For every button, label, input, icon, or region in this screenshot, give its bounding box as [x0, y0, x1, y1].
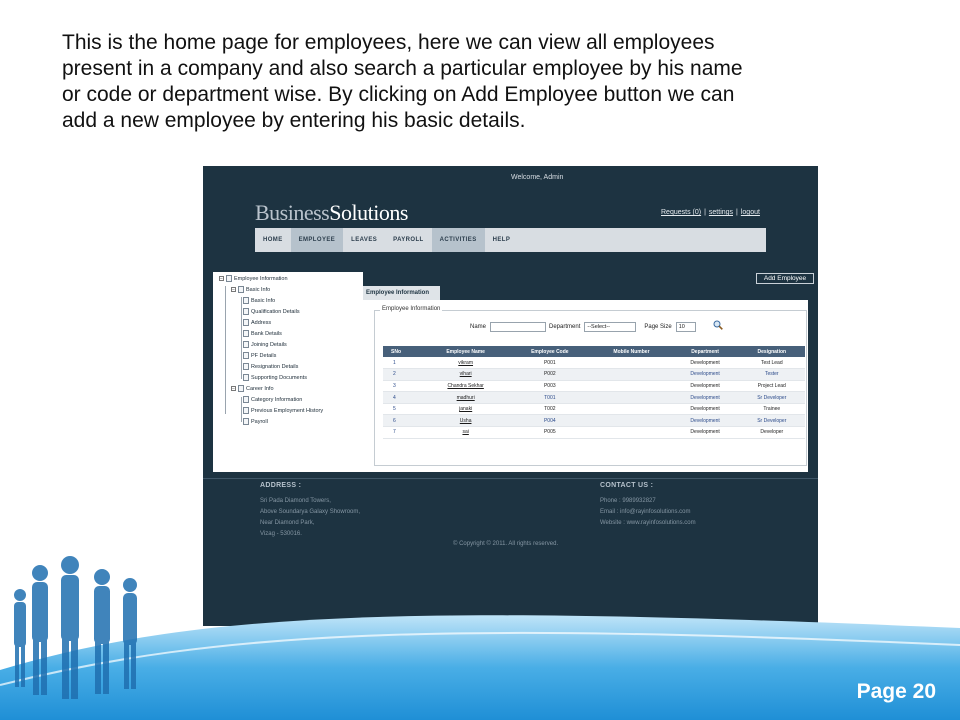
employee-table	[383, 346, 805, 439]
tree-item[interactable]	[243, 308, 300, 315]
caption-line: present in a company and also search a particular employee by his name	[62, 57, 743, 80]
employee-name-link[interactable]: Usha	[423, 415, 508, 427]
collapse-icon[interactable]: −	[232, 287, 235, 293]
cell-mobile	[591, 403, 671, 415]
main-nav	[255, 228, 766, 252]
table-row[interactable]	[383, 403, 805, 415]
cell-sno: 7	[383, 427, 423, 439]
tree-item[interactable]	[243, 330, 282, 337]
cell-designation: Sr Developer	[739, 415, 805, 427]
tree-item[interactable]	[243, 418, 268, 425]
tree-label: Bank Details	[251, 330, 282, 337]
caption-line: This is the home page for employees, here we can view all employees	[62, 31, 715, 54]
tree-item[interactable]	[243, 396, 302, 403]
contact-website: Website : www.rayinfosolutions.com	[600, 520, 696, 526]
nav-payroll[interactable]: PAYROLL	[393, 237, 424, 243]
tree-label: Category Information	[251, 396, 303, 403]
department-select[interactable]: --Select--	[584, 322, 636, 332]
col-header[interactable]: SNo	[383, 346, 423, 357]
table-header-row	[383, 346, 805, 357]
copyright: © Copyright © 2011. All rights reserved.	[453, 541, 559, 547]
tree-item[interactable]	[243, 341, 287, 348]
address-title: ADDRESS :	[260, 482, 302, 489]
document-icon	[243, 341, 249, 348]
col-header[interactable]: Employee Code	[508, 346, 591, 357]
tree-label: Qualification Details	[251, 308, 300, 315]
tree-label: PF Details	[251, 352, 277, 359]
document-icon	[243, 407, 249, 414]
add-employee-button[interactable]: Add Employee	[756, 273, 814, 284]
document-icon	[243, 396, 249, 403]
tree-label: Employee Information	[234, 275, 288, 282]
name-input[interactable]	[490, 322, 546, 332]
contact-email: Email : info@rayinfosolutions.com	[600, 509, 691, 515]
tree-item[interactable]	[243, 297, 275, 304]
table-row[interactable]	[383, 415, 805, 427]
table-row[interactable]	[383, 427, 805, 439]
document-icon	[243, 363, 249, 370]
cell-designation: Developer	[739, 427, 805, 439]
cell-code: P005	[508, 427, 591, 439]
tab-employee-information[interactable]: Employee Information	[363, 286, 440, 300]
employee-name-link[interactable]: vihari	[423, 369, 508, 381]
nav-employee[interactable]: EMPLOYEE	[291, 228, 344, 252]
col-header[interactable]: Employee Name	[423, 346, 508, 357]
employee-name-link[interactable]: vikram	[423, 357, 508, 369]
document-icon	[243, 352, 249, 359]
cell-department: Development	[672, 357, 739, 369]
employee-name-link[interactable]: madhuri	[423, 392, 508, 404]
folder-icon	[238, 385, 244, 392]
table-row[interactable]	[383, 392, 805, 404]
tree-label: Previous Employment History	[251, 407, 324, 414]
cell-mobile	[591, 415, 671, 427]
caption-line: add a new employee by entering his basic details.	[62, 109, 526, 132]
document-icon	[243, 297, 249, 304]
link-separator: |	[704, 209, 706, 216]
department-label: Department	[549, 324, 581, 330]
link-separator: |	[736, 209, 738, 216]
cell-mobile	[591, 427, 671, 439]
cell-code: P002	[508, 369, 591, 381]
tree-item[interactable]	[243, 352, 276, 359]
col-header[interactable]: Designation	[739, 346, 805, 357]
tree-career-info[interactable]	[231, 385, 274, 392]
business-people-illustration	[10, 555, 200, 720]
footer-divider	[203, 478, 818, 479]
tree-item[interactable]	[243, 374, 307, 381]
tree-item[interactable]	[243, 363, 298, 370]
document-icon	[243, 330, 249, 337]
cell-code: P003	[508, 380, 591, 392]
page-size-select[interactable]: 10	[676, 322, 696, 332]
cell-code: T002	[508, 403, 591, 415]
nav-help[interactable]: HELP	[492, 237, 511, 243]
employee-name-link[interactable]: janaki	[423, 403, 508, 415]
tree-label: Resignation Details	[251, 363, 299, 370]
cell-designation: Test Lead	[739, 357, 805, 369]
tree-root[interactable]	[219, 275, 288, 282]
settings-link[interactable]: settings	[708, 209, 734, 216]
address-line: Above Soundarya Galaxy Showroom,	[260, 509, 361, 515]
cell-sno: 5	[383, 403, 423, 415]
table-row[interactable]	[383, 380, 805, 392]
cell-sno: 2	[383, 369, 423, 381]
tree-item[interactable]	[243, 407, 323, 414]
collapse-icon[interactable]: −	[220, 276, 223, 282]
employee-name-link[interactable]: sai	[423, 427, 508, 439]
tree-basic-info[interactable]	[231, 286, 270, 293]
cell-designation: Sr Developer	[739, 392, 805, 404]
nav-leaves[interactable]: LEAVES	[351, 237, 378, 243]
col-header[interactable]: Mobile Number	[591, 346, 671, 357]
requests-link[interactable]: Requests (0)	[661, 209, 702, 216]
tree-label: Career Info	[246, 385, 274, 392]
cell-mobile	[591, 357, 671, 369]
cell-mobile	[591, 380, 671, 392]
page-size-label: Page Size	[644, 324, 672, 330]
cell-sno: 3	[383, 380, 423, 392]
cell-code: T001	[508, 392, 591, 404]
tree-label: Supporting Documents	[251, 374, 307, 381]
cell-mobile	[591, 369, 671, 381]
contact-phone: Phone : 9989932827	[600, 498, 656, 504]
app-screenshot	[203, 166, 818, 626]
cell-sno: 6	[383, 415, 423, 427]
cell-department: Development	[672, 427, 739, 439]
cell-department: Development	[672, 392, 739, 404]
address-line: Near Diamond Park,	[260, 520, 315, 526]
folder-icon	[238, 286, 244, 293]
welcome-text: Welcome, Admin	[511, 174, 564, 181]
document-icon	[243, 418, 249, 425]
table-row[interactable]	[383, 357, 805, 369]
slide-caption	[62, 30, 892, 134]
employee-name-link[interactable]: Chandra Sekhar	[423, 380, 508, 392]
tree-label: Joining Details	[251, 341, 287, 348]
col-header[interactable]: Department	[672, 346, 739, 357]
name-label: Name	[470, 324, 487, 330]
brand-part-b: Solutions	[329, 200, 408, 225]
document-icon	[226, 275, 232, 282]
cell-sno: 1	[383, 357, 423, 369]
document-icon	[243, 319, 249, 326]
page-number: Page 20	[856, 680, 936, 703]
tree-item[interactable]	[243, 319, 271, 326]
tree-label: Basic Info	[251, 297, 276, 304]
cell-code: P004	[508, 415, 591, 427]
brand-logo	[255, 200, 408, 226]
caption-line: or code or department wise. By clicking on Add Employee button we can	[62, 83, 735, 106]
cell-department: Development	[672, 403, 739, 415]
contact-title: CONTACT US :	[600, 482, 654, 489]
document-icon	[243, 308, 249, 315]
cell-designation: Project Lead	[739, 380, 805, 392]
tree-label: Payroll	[251, 418, 268, 425]
cell-mobile	[591, 392, 671, 404]
cell-department: Development	[672, 415, 739, 427]
main-panel	[213, 272, 808, 472]
nav-activities[interactable]: ACTIVITIES	[432, 228, 485, 252]
tree-label: Basic Info	[246, 286, 271, 293]
tree-label: Address	[251, 319, 272, 326]
document-icon	[243, 374, 249, 381]
nav-home[interactable]: HOME	[263, 237, 283, 243]
table-row[interactable]	[383, 369, 805, 381]
brand-part-a: Business	[255, 200, 330, 225]
fieldset-legend: Employee Information	[382, 306, 441, 312]
cell-sno: 4	[383, 392, 423, 404]
search-filter	[470, 322, 696, 332]
address-line: Vizag - 530016.	[260, 531, 302, 537]
cell-department: Development	[672, 369, 739, 381]
cell-designation: Tester	[739, 369, 805, 381]
employee-tree	[213, 272, 363, 472]
cell-code: P001	[508, 357, 591, 369]
cell-department: Development	[672, 380, 739, 392]
address-line: Sri Pada Diamond Towers,	[260, 498, 331, 504]
cell-designation: Trainee	[739, 403, 805, 415]
search-icon[interactable]	[713, 320, 723, 330]
collapse-icon[interactable]: −	[232, 386, 235, 392]
top-links	[661, 209, 760, 216]
logout-link[interactable]: logout	[740, 209, 760, 216]
